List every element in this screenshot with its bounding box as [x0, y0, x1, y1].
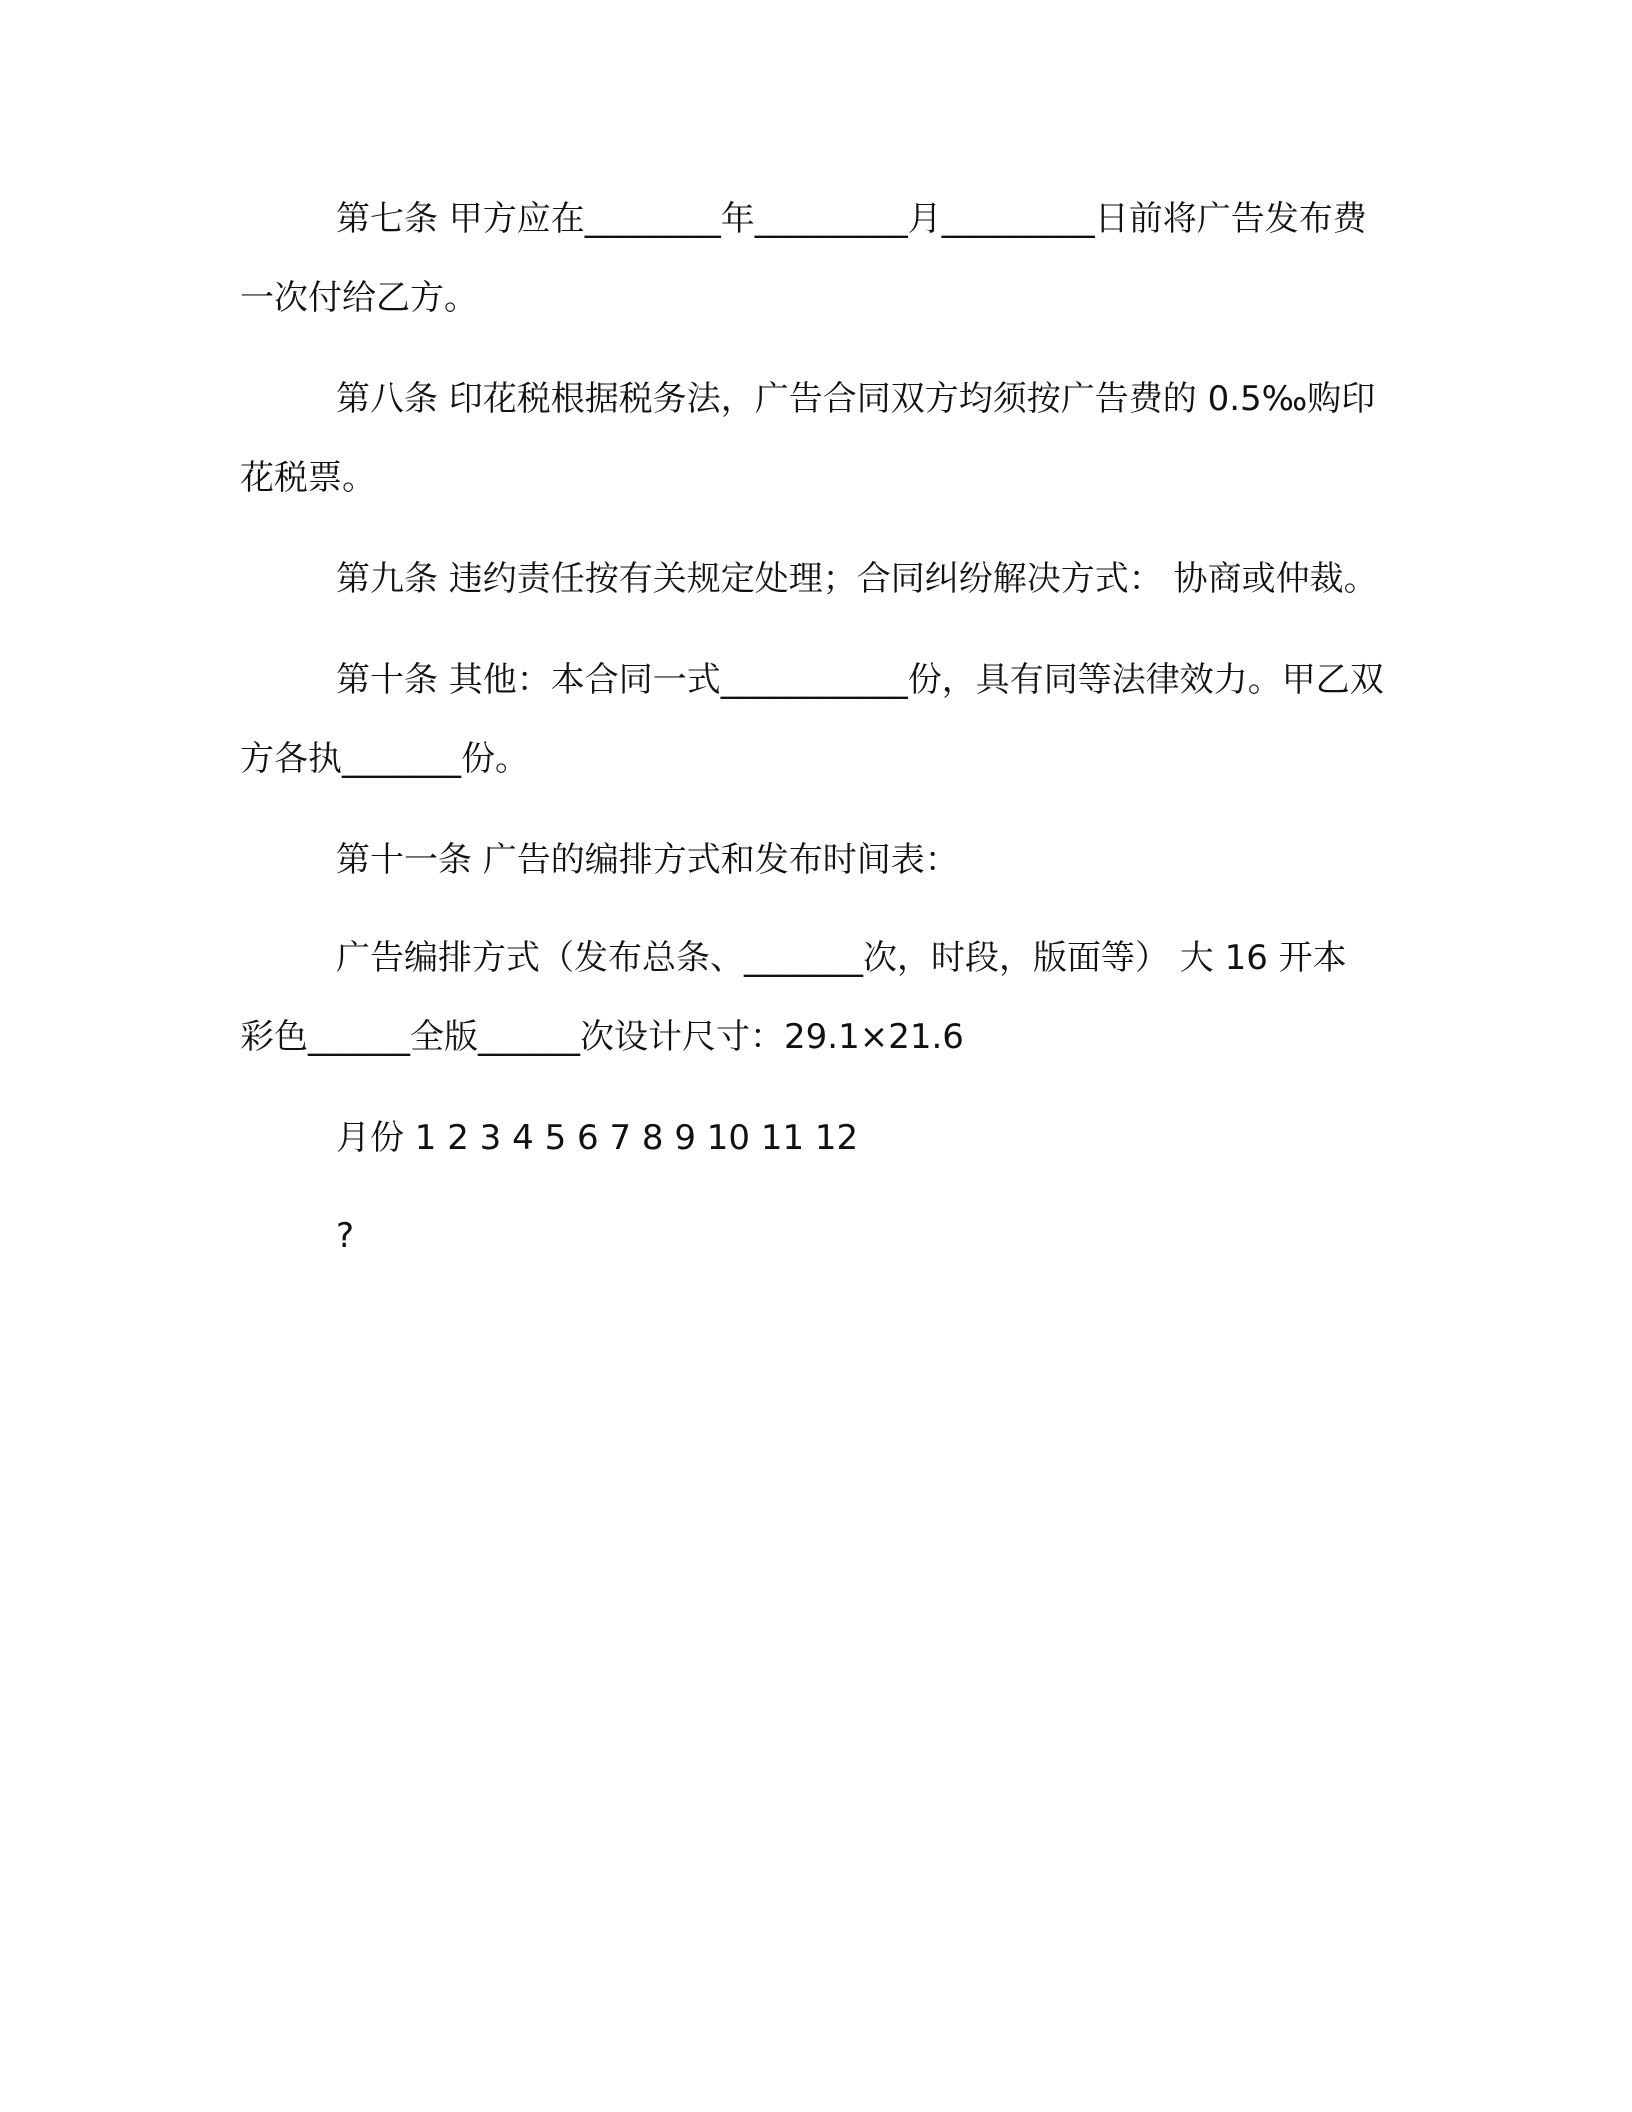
article-7-paragraph: 第七条 甲方应在________年_________月_________日前将广告发布费一次付给乙方。	[240, 199, 1367, 318]
article-10-paragraph: 第十条 其他：本合同一式___________份，具有同等法律效力。甲乙双方各执_______份。	[240, 660, 1384, 779]
article-9-paragraph: 第九条 违约责任按有关规定处理；合同纠纷解决方式： 协商或仲裁。	[336, 559, 1378, 599]
layout-method-paragraph: 广告编排方式（发布总条、_______次，时段，版面等） 大 16 开本 彩色______全版______次设计尺寸：29.1×21.6	[240, 938, 1347, 1057]
months-row-paragraph: 月份 1 2 3 4 5 6 7 8 9 10 11 12	[336, 1118, 859, 1158]
trailing-question-mark: ?	[336, 1216, 355, 1256]
article-8-paragraph: 第八条 印花税根据税务法，广告合同双方均须按广告费的 0.5‰购印花税票。	[240, 379, 1376, 498]
article-11-paragraph: 第十一条 广告的编排方式和发布时间表：	[336, 840, 959, 880]
document-body	[240, 180, 1390, 1276]
